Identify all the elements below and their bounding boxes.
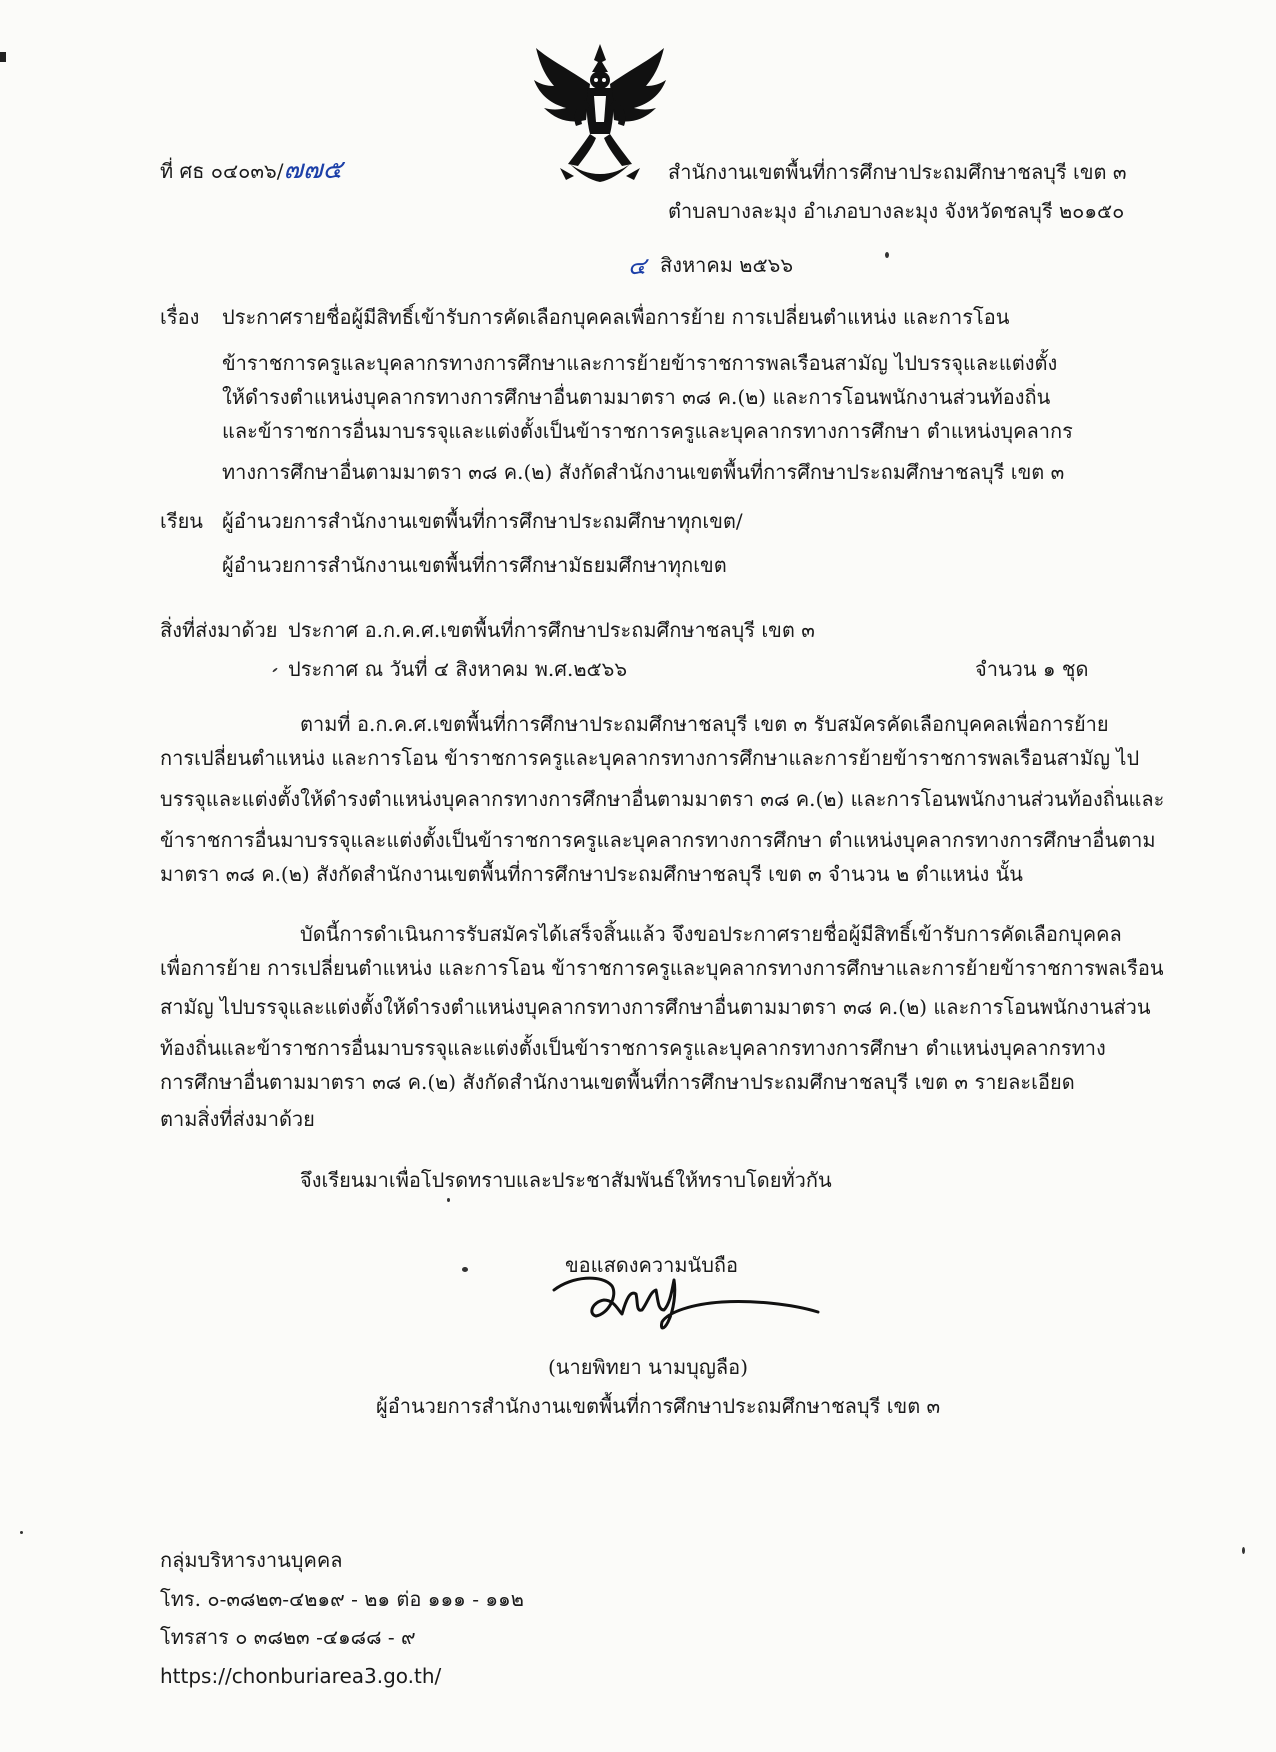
footer-phone: โทร. ๐-๓๘๒๓-๔๒๑๙ - ๒๑ ต่อ ๑๑๑ - ๑๑๒: [160, 1587, 524, 1611]
footer-fax: โทรสาร ๐ ๓๘๒๓ -๔๑๘๘ - ๙: [160, 1625, 416, 1649]
signatory-position: ผู้อำนวยการสำนักงานเขตพื้นที่การศึกษาประถมศึกษาชลบุรี เขต ๓: [376, 1394, 941, 1418]
signatory-name: (นายพิทยา นามบุญลือ): [548, 1355, 748, 1379]
reference-number-handwritten: ๗๗๕: [283, 155, 343, 185]
handwritten-signature: [552, 1270, 822, 1340]
courtesy-closing: ขอแสดงความนับถือ: [565, 1253, 739, 1277]
reference-number: [160, 156, 342, 185]
date-day-handwritten: ๔: [628, 252, 647, 280]
office-name: สำนักงานเขตพื้นที่การศึกษาประถมศึกษาชลบุรี เขต ๓: [668, 160, 1127, 184]
scan-speck: [1242, 1547, 1245, 1554]
body-paragraph-line: ท้องถิ่นและข้าราชการอื่นมาบรรจุและแต่งตั้งเป็นข้าราชการครูและบุคลากรทางการศึกษา ตำแหน่งบุคลากรทาง: [160, 1036, 1106, 1060]
body-paragraph-line: การเปลี่ยนตำแหน่ง และการโอน ข้าราชการครูและบุคลากรทางการศึกษาและการย้ายข้าราชการพลเรือนสามัญ ไป: [160, 746, 1140, 770]
enclosure-item: ประกาศ อ.ก.ค.ศ.เขตพื้นที่การศึกษาประถมศึกษาชลบุรี เขต ๓: [288, 618, 815, 642]
body-paragraph-line: ข้าราชการอื่นมาบรรจุและแต่งตั้งเป็นข้าราชการครูและบุคลากรทางการศึกษา ตำแหน่งบุคลากรทางการศึกษาอื่นตาม: [160, 828, 1156, 852]
subject-line: ทางการศึกษาอื่นตามมาตรา ๓๘ ค.(๒) สังกัดสำนักงานเขตพื้นที่การศึกษาประถมศึกษาชลบุรี เขต ๓: [222, 460, 1065, 484]
document-date: สิงหาคม ๒๕๖๖: [660, 253, 794, 277]
body-paragraph-line: ตามที่ อ.ก.ค.ศ.เขตพื้นที่การศึกษาประถมศึกษาชลบุรี เขต ๓ รับสมัครคัดเลือกบุคคลเพื่อการย้าย: [300, 712, 1109, 736]
body-paragraph-line: ตามสิ่งที่ส่งมาด้วย: [160, 1107, 315, 1131]
subject-line: ข้าราชการครูและบุคลากรทางการศึกษาและการย้ายข้าราชการพลเรือนสามัญ ไปบรรจุและแต่งตั้ง: [222, 351, 1058, 375]
footer-website-link[interactable]: https://chonburiarea3.go.th/: [160, 1664, 442, 1688]
enclosure-label: สิ่งที่ส่งมาด้วย: [160, 618, 278, 642]
subject-line: ประกาศรายชื่อผู้มีสิทธิ์เข้ารับการคัดเลือกบุคคลเพื่อการย้าย การเปลี่ยนตำแหน่ง และการโอน: [222, 305, 1010, 329]
recipient-line: ผู้อำนวยการสำนักงานเขตพื้นที่การศึกษาประถมศึกษาทุกเขต/: [222, 509, 743, 533]
scan-speck: [885, 252, 889, 258]
closing-sentence: จึงเรียนมาเพื่อโปรดทราบและประชาสัมพันธ์ให้ทราบโดยทั่วกัน: [300, 1168, 832, 1192]
body-paragraph-line: เพื่อการย้าย การเปลี่ยนตำแหน่ง และการโอน ข้าราชการครูและบุคลากรทางการศึกษาและการย้ายข้าราชการพลเรือน: [160, 956, 1164, 980]
recipient-line: ผู้อำนวยการสำนักงานเขตพื้นที่การศึกษามัธยมศึกษาทุกเขต: [222, 553, 727, 577]
office-address: ตำบลบางละมุง อำเภอบางละมุง จังหวัดชลบุรี ๒๐๑๕๐: [668, 199, 1125, 223]
enclosure-item-date: ประกาศ ณ วันที่ ๔ สิงหาคม พ.ศ.๒๕๖๖: [288, 657, 628, 681]
enclosure-quantity: จำนวน ๑ ชุด: [975, 657, 1089, 681]
subject-line: ให้ดำรงตำแหน่งบุคลากรทางการศึกษาอื่นตามมาตรา ๓๘ ค.(๒) และการโอนพนักงานส่วนท้องถิ่น: [222, 385, 1051, 409]
garuda-emblem-icon: [530, 40, 670, 190]
scan-edge-mark: [0, 52, 6, 62]
body-paragraph-line: มาตรา ๓๘ ค.(๒) สังกัดสำนักงานเขตพื้นที่การศึกษาประถมศึกษาชลบุรี เขต ๓ จำนวน ๒ ตำแหน่ง นั้น: [160, 862, 1023, 886]
body-paragraph-line: บรรจุและแต่งตั้งให้ดำรงตำแหน่งบุคลากรทางการศึกษาอื่นตามมาตรา ๓๘ ค.(๒) และการโอนพนักงานส่วนท้องถิ่นและ: [160, 787, 1165, 811]
scan-speck: [447, 1198, 450, 1202]
body-paragraph-line: บัดนี้การดำเนินการรับสมัครได้เสร็จสิ้นแล้ว จึงขอประกาศรายชื่อผู้มีสิทธิ์เข้ารับการคัดเลือกบุคคล: [300, 922, 1122, 946]
subject-line: และข้าราชการอื่นมาบรรจุและแต่งตั้งเป็นข้าราชการครูและบุคลากรทางการศึกษา ตำแหน่งบุคลากร: [222, 419, 1073, 443]
reference-prefix: ที่ ศธ ๐๔๐๓๖/: [160, 159, 284, 183]
body-paragraph-line: การศึกษาอื่นตามมาตรา ๓๘ ค.(๒) สังกัดสำนักงานเขตพื้นที่การศึกษาประถมศึกษาชลบุรี เขต ๓ รายละเอียด: [160, 1070, 1075, 1094]
body-paragraph-line: สามัญ ไปบรรจุและแต่งตั้งให้ดำรงตำแหน่งบุคลากรทางการศึกษาอื่นตามมาตรา ๓๘ ค.(๒) และการโอนพนักงานส่วน: [160, 995, 1151, 1019]
scan-speck: [462, 1267, 468, 1272]
subject-label: เรื่อง: [160, 305, 200, 329]
scan-speck: [272, 667, 278, 672]
footer-department: กลุ่มบริหารงานบุคคล: [160, 1548, 343, 1572]
scan-speck: [20, 1531, 23, 1534]
recipient-label: เรียน: [160, 509, 203, 533]
